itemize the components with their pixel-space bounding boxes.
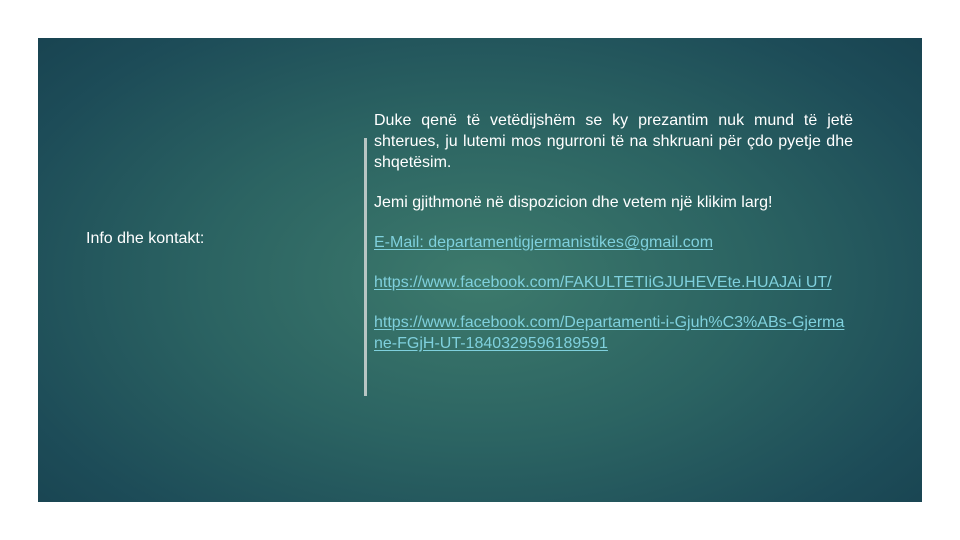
email-link[interactable]: E-Mail: departamentigjermanistikes@gmail.com [374, 234, 714, 251]
intro-paragraph: Duke qenë të vetëdijshëm se ky prezantim nuk mund të jetë shterues, ju lutemi mos ngurroni të na shkruani për çdo pyetje dhe shqetësim. [374, 112, 853, 171]
facebook-department-link[interactable]: https://www.facebook.com/Departamenti-i-Gjuh%C3%ABs-Gjermane-FGjH-UT-1840329596189591 [374, 314, 845, 352]
availability-paragraph: Jemi gjithmonë në dispozicion dhe vetem një klikim larg! [374, 194, 773, 211]
content-block [374, 110, 853, 373]
contact-info-heading: Info dhe kontakt: [86, 230, 205, 247]
vertical-divider [364, 138, 367, 396]
facebook-faculty-link[interactable]: https://www.facebook.com/FAKULTETIiGJUHEVEte.HUAJAi UT/ [374, 274, 832, 291]
slide [38, 38, 922, 502]
